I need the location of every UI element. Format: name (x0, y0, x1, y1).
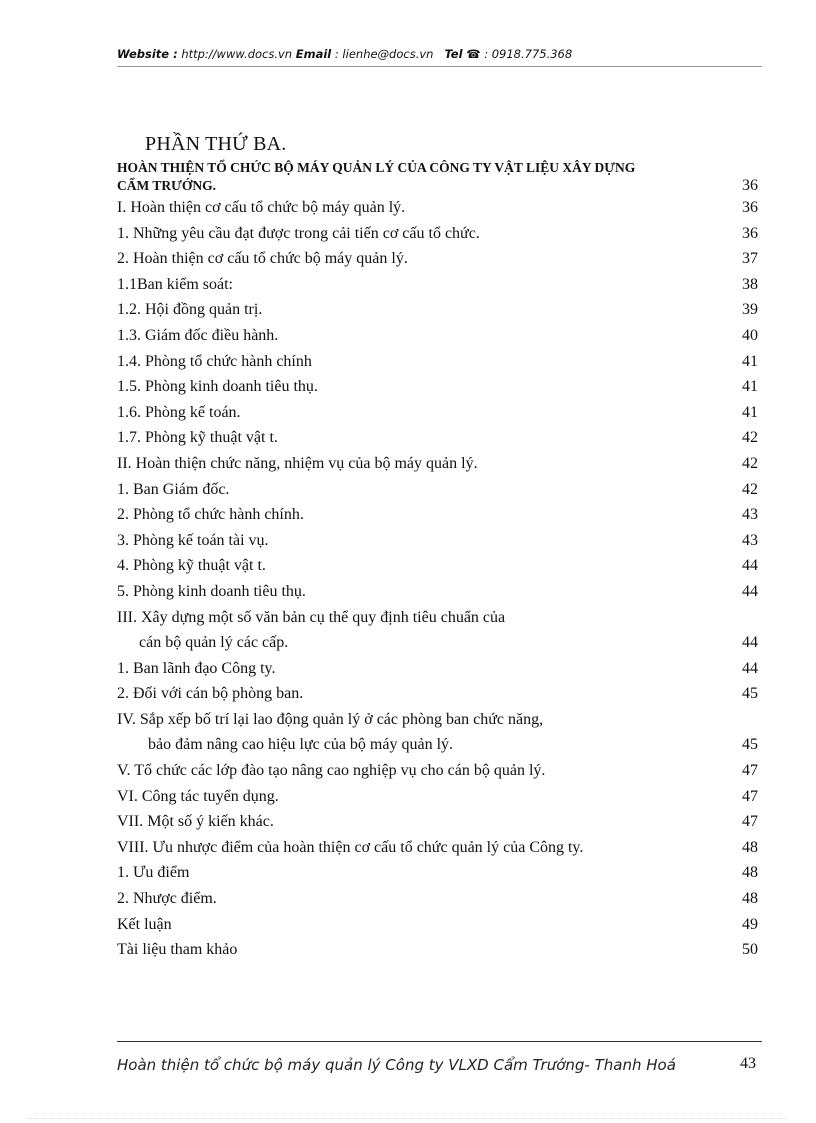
phone-icon: ☎ (466, 47, 481, 61)
toc-entry[interactable] (117, 477, 758, 503)
toc-entry-text: 1.5. Phòng kinh doanh tiêu thụ. (117, 378, 318, 396)
toc-entry-text: VI. Công tác tuyển dụng. (117, 787, 279, 805)
toc-entry-page: 45 (742, 685, 758, 703)
toc-entry-text: 1. Ban lãnh đạo Công ty. (117, 659, 276, 677)
toc-entry-page: 44 (742, 659, 758, 677)
toc-entry[interactable] (117, 784, 758, 810)
toc-entry[interactable] (117, 374, 758, 400)
toc-entry[interactable] (117, 707, 758, 733)
footer-title: Hoàn thiện tổ chức bộ máy quản lý Công ty VLXD Cẩm Trướng- Thanh Hoá (117, 1056, 676, 1074)
chapter-title-line-1: HOÀN THIỆN TỔ CHỨC BỘ MÁY QUẢN LÝ CỦA CÔNG TY VẬT LIỆU XÂY DỰNG (117, 160, 636, 175)
toc-entry-text: 2. Phòng tổ chức hành chính. (117, 506, 304, 524)
toc-entry-text: I. Hoàn thiện cơ cấu tổ chức bộ máy quản lý. (117, 199, 406, 216)
website-label: Website : (117, 47, 178, 61)
toc-entry-page: 44 (742, 582, 758, 600)
part-title: PHẦN THỨ BA. (145, 133, 287, 155)
toc-entry-text: 3. Phòng kế toán tài vụ. (117, 531, 269, 549)
toc-entry[interactable] (117, 579, 758, 605)
toc-entry-text: III. Xây dựng một số văn bản cụ thể quy định tiêu chuẩn của (117, 608, 506, 626)
toc-entry-page: 50 (742, 941, 758, 959)
toc-entry[interactable] (117, 221, 758, 247)
toc-entry-text: 1.1Ban kiểm soát: (117, 275, 233, 293)
website-url[interactable]: http://www.docs.vn (181, 47, 293, 61)
toc-entry-text: 2. Hoàn thiện cơ cấu tổ chức bộ máy quản lý. (117, 250, 408, 268)
toc-entry-page: 49 (742, 915, 758, 933)
toc-entry-page: 43 (742, 531, 758, 549)
chapter-heading (117, 159, 758, 195)
toc-entry[interactable] (117, 528, 758, 554)
toc-entry-page: 47 (742, 762, 758, 780)
toc-entry-text: 1.4. Phòng tổ chức hành chính (117, 352, 312, 370)
toc-entry-page: 42 (742, 454, 758, 472)
toc-entry-text: 1. Những yêu cầu đạt được trong cải tiến cơ cấu tổ chức. (117, 224, 480, 242)
toc-entry[interactable] (117, 195, 758, 221)
email-label: Email (295, 47, 332, 61)
email-address[interactable]: : lienhe@docs.vn (334, 47, 434, 61)
toc-entry-text: II. Hoàn thiện chức năng, nhiệm vụ của bộ máy quản lý. (117, 454, 478, 472)
header-divider (117, 66, 762, 67)
toc-entry-page: 40 (742, 326, 758, 344)
toc-entry[interactable] (117, 732, 758, 758)
toc-entry-page: 39 (742, 301, 758, 319)
toc-entry-text: Kết luận (117, 915, 172, 933)
toc-entry-page: 36 (742, 199, 758, 216)
toc-entry[interactable] (117, 630, 758, 656)
toc-entry-text: VIII. Ưu nhược điểm của hoàn thiện cơ cấu tổ chức quản lý của Công ty. (117, 838, 584, 856)
footer-divider (117, 1041, 762, 1042)
table-of-contents (117, 159, 758, 963)
toc-entry-text: bảo đảm nâng cao hiệu lực của bộ máy quản lý. (148, 736, 454, 754)
toc-entry-page: 42 (742, 429, 758, 447)
toc-entry[interactable] (117, 809, 758, 835)
toc-entry[interactable] (117, 323, 758, 349)
toc-entry-page: 48 (742, 864, 758, 882)
toc-entry[interactable] (117, 835, 758, 861)
footer-page-number: 43 (740, 1055, 756, 1072)
toc-entry[interactable] (117, 502, 758, 528)
toc-entry-text: 2. Nhược điểm. (117, 890, 217, 908)
toc-entry[interactable] (117, 860, 758, 886)
toc-entry[interactable] (117, 758, 758, 784)
tel-number: : 0918.775.368 (484, 47, 573, 61)
toc-entry-text: 1. Ưu điểm (117, 864, 190, 882)
toc-entry-text: VII. Một số ý kiến khác. (117, 813, 274, 831)
toc-entry-page: 48 (742, 890, 758, 908)
toc-entry-text: 1.2. Hội đồng quản trị. (117, 301, 263, 319)
bottom-edge (28, 1118, 788, 1119)
toc-entry-page: 36 (742, 224, 758, 242)
toc-entry[interactable] (117, 400, 758, 426)
toc-entry-text: 5. Phòng kinh doanh tiêu thụ. (117, 582, 306, 600)
toc-entry-text: 1.6. Phòng kế toán. (117, 403, 241, 421)
toc-entry-text: V. Tổ chức các lớp đào tạo nâng cao nghiệp vụ cho cán bộ quản lý. (117, 762, 546, 780)
toc-entry[interactable] (117, 272, 758, 298)
toc-entry[interactable] (117, 297, 758, 323)
toc-entry-page: 42 (742, 480, 758, 498)
toc-entry[interactable] (117, 605, 758, 631)
tel-label: Tel (444, 47, 463, 61)
toc-entry-page: 38 (742, 275, 758, 293)
toc-entry-page: 45 (742, 736, 758, 754)
toc-entry[interactable] (117, 656, 758, 682)
toc-entries (117, 195, 758, 963)
toc-entry[interactable] (117, 937, 758, 963)
toc-entry[interactable] (117, 246, 758, 272)
toc-entry-text: 2. Đối với cán bộ phòng ban. (117, 685, 304, 703)
toc-entry-text: 1.7. Phòng kỹ thuật vật t. (117, 429, 278, 447)
toc-entry-page: 47 (742, 787, 758, 805)
toc-entry[interactable] (117, 349, 758, 375)
toc-entry-page: 41 (742, 403, 758, 421)
toc-entry[interactable] (117, 681, 758, 707)
toc-entry-page: 43 (742, 506, 758, 524)
toc-entry-text: 4. Phòng kỹ thuật vật t. (117, 557, 266, 575)
toc-entry-page: 37 (742, 250, 758, 268)
toc-entry-page: 47 (742, 813, 758, 831)
toc-entry[interactable] (117, 451, 758, 477)
toc-entry-text: cán bộ quản lý các cấp. (139, 634, 289, 652)
toc-entry-text: IV. Sắp xếp bố trí lại lao động quản lý ở các phòng ban chức năng, (117, 710, 544, 728)
toc-entry-page: 48 (742, 838, 758, 856)
toc-entry-page: 44 (742, 634, 758, 652)
toc-entry-page: 41 (742, 352, 758, 370)
toc-entry[interactable] (117, 886, 758, 912)
toc-entry[interactable] (117, 425, 758, 451)
toc-entry[interactable] (117, 912, 758, 938)
toc-entry[interactable] (117, 553, 758, 579)
chapter-title-line-2: CẨM TRƯỚNG. (117, 178, 216, 193)
toc-entry-page: 44 (742, 557, 758, 575)
toc-entry-text: 1. Ban Giám đốc. (117, 480, 230, 498)
toc-entry-text: 1.3. Giám đốc điều hành. (117, 326, 279, 344)
chapter-page-number: 36 (742, 177, 758, 194)
page-header (117, 47, 762, 61)
toc-entry-page: 41 (742, 378, 758, 396)
toc-entry-text: Tài liệu tham khảo (117, 941, 238, 959)
